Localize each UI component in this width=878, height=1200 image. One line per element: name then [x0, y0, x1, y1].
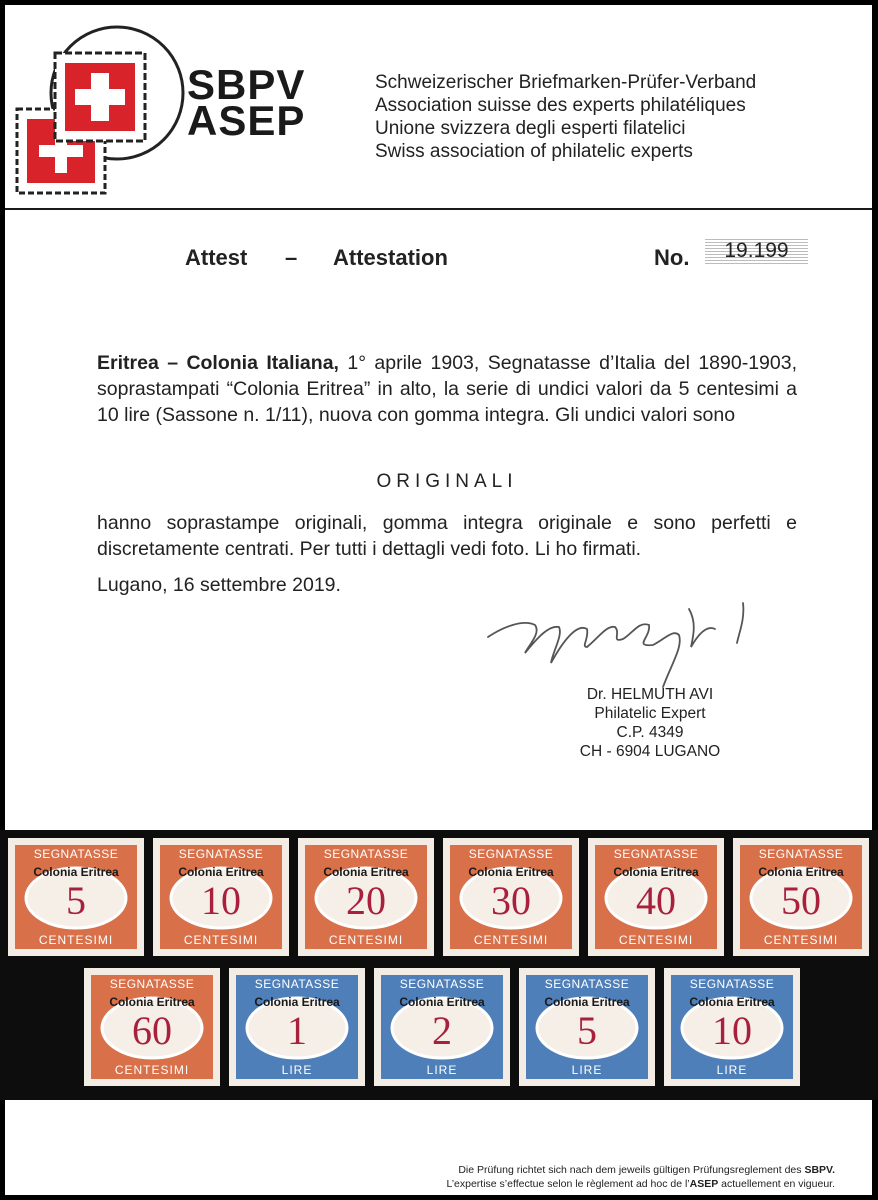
stamp-value: 5	[66, 878, 86, 923]
description-text: 1° aprile 1903, Segnatasse d’Italia del 1890-1903, soprastampati “Colonia Eritrea” in alto, la serie di undici valori da 5 centesimi a 10 lire (Sassone n. 1/11), nuova con gomma integra. Gli undici valori sono	[97, 352, 797, 426]
stamp-unit: LIRE	[426, 1063, 458, 1077]
stamp-image	[298, 838, 434, 956]
stamp-top-label: SEGNATASSE	[254, 977, 340, 991]
number-label: No.	[654, 245, 690, 270]
swiss-cross-stamp-logo	[15, 21, 185, 197]
header-divider	[5, 208, 872, 210]
stamp-top-label: SEGNATASSE	[544, 977, 630, 991]
stamp-top-label: SEGNATASSE	[613, 847, 699, 861]
stamp-row2-4	[664, 968, 800, 1086]
stamp-unit: CENTESIMI	[38, 933, 114, 947]
expert-rubber-stamp	[535, 685, 765, 761]
attest-label: Attest	[185, 245, 248, 270]
association-name-fr: Association suisse des experts philatéliques	[375, 95, 746, 116]
stamp-value: 1	[287, 1008, 307, 1053]
stamp-overprint: Colonia Eritrea	[323, 865, 409, 879]
stamp-top-label: SEGNATASSE	[758, 847, 844, 861]
place-date: Lugano, 16 settembre 2019.	[97, 574, 341, 596]
stamp-image	[733, 838, 869, 956]
stamp-overprint: Colonia Eritrea	[613, 865, 699, 879]
stamp-overprint: Colonia Eritrea	[399, 995, 485, 1009]
stamp-image	[374, 968, 510, 1086]
stamp-image	[588, 838, 724, 956]
association-name-it: Unione svizzera degli esperti filatelici	[375, 118, 686, 139]
footer-line-fr-bold: ASEP	[689, 1178, 719, 1190]
description-subject: Eritrea – Colonia Italiana,	[97, 352, 339, 374]
stamp-row1-0	[8, 838, 144, 956]
stamp-image	[229, 968, 365, 1086]
stamp-unit: CENTESIMI	[618, 933, 694, 947]
expert-city: CH - 6904 LUGANO	[579, 743, 721, 760]
stamp-row2-2	[374, 968, 510, 1086]
description-paragraph	[97, 350, 797, 428]
footer-line-fr	[365, 1177, 835, 1191]
footer-line-de-text: Die Prüfung richtet sich nach dem jeweils gültigen Prüfungsreglement des	[458, 1164, 805, 1176]
footer-line-fr-end: actuellement en vigueur.	[718, 1178, 835, 1190]
expert-box: C.P. 4349	[616, 724, 684, 741]
footer-line-fr-text: L’expertise s’effectue selon le règlement ad hoc de l’	[446, 1178, 690, 1190]
brand-name	[187, 61, 306, 144]
stamp-image	[84, 968, 220, 1086]
stamp-overprint: Colonia Eritrea	[689, 995, 775, 1009]
stamp-value: 20	[346, 878, 386, 923]
stamp-overprint: Colonia Eritrea	[544, 995, 630, 1009]
stamp-top-label: SEGNATASSE	[109, 977, 195, 991]
stamp-value: 50	[781, 878, 821, 923]
stamp-value: 40	[636, 878, 676, 923]
stamp-unit: CENTESIMI	[763, 933, 839, 947]
brand-asep: ASEP	[187, 97, 306, 144]
stamp-unit: CENTESIMI	[328, 933, 404, 947]
stamp-overprint: Colonia Eritrea	[109, 995, 195, 1009]
stamp-top-label: SEGNATASSE	[399, 977, 485, 991]
stamp-overprint: Colonia Eritrea	[468, 865, 554, 879]
stamp-value: 60	[132, 1008, 172, 1053]
stamp-overprint: Colonia Eritrea	[178, 865, 264, 879]
stamp-overprint: Colonia Eritrea	[758, 865, 844, 879]
stamp-unit: LIRE	[571, 1063, 603, 1077]
handwritten-signature	[483, 585, 783, 695]
stamp-image	[519, 968, 655, 1086]
certificate-number: 19.199	[705, 237, 808, 265]
details-paragraph: hanno soprastampe originali, gomma integra originale e sono perfetti e discretamente centrati. Per tutti i dettagli vedi foto. Li ho firmati.	[97, 512, 797, 560]
stamp-top-label: SEGNATASSE	[468, 847, 554, 861]
stamp-image	[664, 968, 800, 1086]
stamp-unit: CENTESIMI	[183, 933, 259, 947]
stamp-overprint: Colonia Eritrea	[33, 865, 119, 879]
verdict: ORIGINALI	[376, 471, 518, 492]
stamp-image	[443, 838, 579, 956]
stamp-top-label: SEGNATASSE	[323, 847, 409, 861]
stamp-value: 10	[712, 1008, 752, 1053]
stamp-unit: LIRE	[716, 1063, 748, 1077]
footer-line-de	[365, 1163, 835, 1177]
stamp-row2-1	[229, 968, 365, 1086]
stamp-row2-3	[519, 968, 655, 1086]
stamp-row1-4	[588, 838, 724, 956]
stamp-row2-0	[84, 968, 220, 1086]
stamp-row1-1	[153, 838, 289, 956]
stamp-top-label: SEGNATASSE	[33, 847, 119, 861]
stamp-top-label: SEGNATASSE	[178, 847, 264, 861]
stamp-image	[153, 838, 289, 956]
footer-note	[365, 1163, 835, 1191]
stamp-overprint: Colonia Eritrea	[254, 995, 340, 1009]
stamp-value: 30	[491, 878, 531, 923]
stamp-row1-2	[298, 838, 434, 956]
stamp-row1-5	[733, 838, 869, 956]
stamp-value: 10	[201, 878, 241, 923]
attest-dash: –	[285, 245, 298, 270]
association-name-de: Schweizerischer Briefmarken-Prüfer-Verband	[375, 72, 757, 93]
stamp-top-label: SEGNATASSE	[689, 977, 775, 991]
association-name-en: Swiss association of philatelic experts	[375, 141, 693, 162]
expert-title: Philatelic Expert	[594, 705, 706, 722]
stamp-unit: CENTESIMI	[473, 933, 549, 947]
stamp-unit: LIRE	[281, 1063, 313, 1077]
expert-name: Dr. HELMUTH AVI	[586, 686, 714, 703]
stamp-value: 5	[577, 1008, 597, 1053]
association-names	[375, 71, 756, 163]
stamp-row1-3	[443, 838, 579, 956]
footer-line-de-bold: SBPV.	[804, 1164, 835, 1176]
attestation-label: Attestation	[333, 245, 448, 270]
brand-sbpv: SBPV	[187, 61, 306, 108]
stamp-value: 2	[432, 1008, 452, 1053]
stamp-unit: CENTESIMI	[114, 1063, 190, 1077]
stamp-image	[8, 838, 144, 956]
